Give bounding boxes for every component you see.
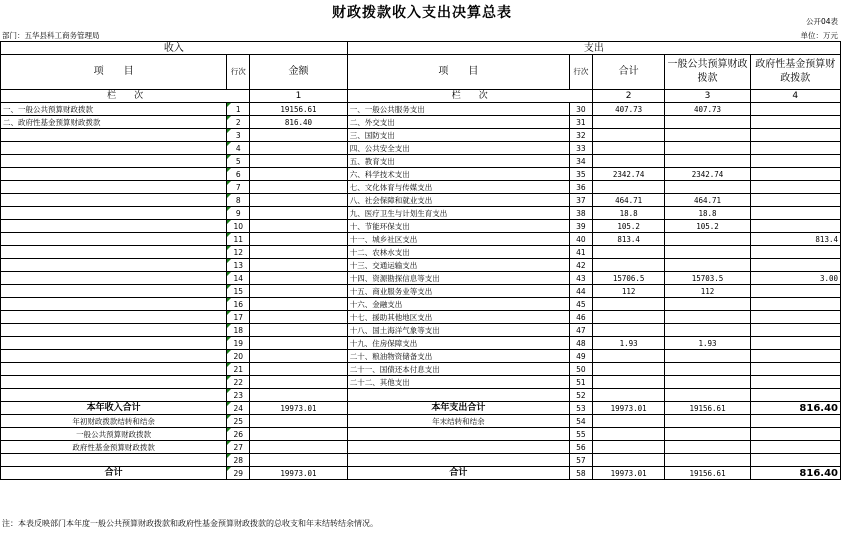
- expense-general-budget: 15703.5: [665, 272, 750, 285]
- expense-lanci-label: 栏 次: [347, 90, 592, 103]
- income-item: [1, 168, 227, 181]
- income-amount: [250, 142, 348, 155]
- expense-general-budget: 1.93: [665, 337, 750, 350]
- income-item: [1, 337, 227, 350]
- income-item: [1, 207, 227, 220]
- income-line-no: 7: [227, 181, 250, 194]
- income-line-no: 8: [227, 194, 250, 207]
- expense-total: [592, 259, 665, 272]
- expense-item: 七、文化体育与传媒支出: [347, 181, 569, 194]
- income-item: [1, 376, 227, 389]
- expense-general-budget: 407.73: [665, 103, 750, 116]
- income-item: [1, 233, 227, 246]
- expense-total: 813.4: [592, 233, 665, 246]
- general-budget-header: 一般公共预算财政拨款: [665, 55, 750, 90]
- income-item: [1, 155, 227, 168]
- summary-expense-item: 合计: [347, 467, 569, 480]
- summary-general-budget: [665, 441, 750, 454]
- expense-total: [592, 246, 665, 259]
- expense-fund-budget: [750, 181, 840, 194]
- expense-fund-budget: [750, 207, 840, 220]
- summary-income-amount: [250, 428, 348, 441]
- income-item: [1, 220, 227, 233]
- expense-line-no: 35: [569, 168, 592, 181]
- summary-income-line-no: 28: [227, 454, 250, 467]
- income-amount: [250, 311, 348, 324]
- expense-general-budget: [665, 376, 750, 389]
- expense-line-no: 44: [569, 285, 592, 298]
- income-amount: [250, 220, 348, 233]
- expense-general-budget: [665, 324, 750, 337]
- income-item: [1, 324, 227, 337]
- summary-expense-item: [347, 454, 569, 467]
- summary-general-budget: 19156.61: [665, 402, 750, 415]
- summary-income-line-no: 26: [227, 428, 250, 441]
- table-row: [1, 207, 841, 220]
- form-number: 公开04表: [805, 17, 838, 26]
- expense-general-budget: 464.71: [665, 194, 750, 207]
- expense-fund-budget: [750, 259, 840, 272]
- expense-item: 九、医疗卫生与计划生育支出: [347, 207, 569, 220]
- income-item: [1, 181, 227, 194]
- summary-expense-item: [347, 441, 569, 454]
- income-line-no: 1: [227, 103, 250, 116]
- income-item: [1, 272, 227, 285]
- expense-total: 112: [592, 285, 665, 298]
- expense-total: [592, 181, 665, 194]
- summary-expense-total: 19973.01: [592, 402, 665, 415]
- expense-line-no: 42: [569, 259, 592, 272]
- expense-fund-budget: [750, 168, 840, 181]
- income-lanci-label: 栏 次: [1, 90, 250, 103]
- expense-total: 15706.5: [592, 272, 665, 285]
- expense-item: 十三、交通运输支出: [347, 259, 569, 272]
- expense-fund-budget: [750, 116, 840, 129]
- summary-expense-item: 年末结转和结余: [347, 415, 569, 428]
- expense-fund-budget: [750, 142, 840, 155]
- expense-general-budget: 105.2: [665, 220, 750, 233]
- income-amount: [250, 246, 348, 259]
- income-line-no: 4: [227, 142, 250, 155]
- income-item: 一、一般公共预算财政拨款: [1, 103, 227, 116]
- expense-fund-budget: [750, 155, 840, 168]
- summary-income-item: 一般公共预算财政拨款: [1, 428, 227, 441]
- income-amount: [250, 155, 348, 168]
- expense-general-budget: [665, 142, 750, 155]
- expense-total: [592, 142, 665, 155]
- expense-item: 六、科学技术支出: [347, 168, 569, 181]
- expense-fund-budget: 813.4: [750, 233, 840, 246]
- expense-fund-budget: [750, 311, 840, 324]
- table-row: [1, 116, 841, 129]
- budget-table: [0, 41, 841, 480]
- summary-income-item: 本年收入合计: [1, 402, 227, 415]
- expense-total: [592, 363, 665, 376]
- table-row: [1, 155, 841, 168]
- summary-income-line-no: 29: [227, 467, 250, 480]
- income-amount: [250, 194, 348, 207]
- table-row: [1, 181, 841, 194]
- fund-budget-header: 政府性基金预算财政拨款: [750, 55, 840, 90]
- income-amount: [250, 129, 348, 142]
- income-amount: [250, 207, 348, 220]
- expense-total: 407.73: [592, 103, 665, 116]
- table-row: [1, 233, 841, 246]
- expense-item: 一、一般公共服务支出: [347, 103, 569, 116]
- income-item-header: 项 目: [1, 55, 227, 90]
- income-item: [1, 194, 227, 207]
- table-row: [1, 285, 841, 298]
- expense-general-budget: [665, 116, 750, 129]
- expense-line-no: 30: [569, 103, 592, 116]
- expense-line-no: 49: [569, 350, 592, 363]
- expense-fund-budget: [750, 285, 840, 298]
- column-number-1: 1: [250, 90, 348, 103]
- summary-fund-budget: [750, 454, 840, 467]
- income-amount: [250, 376, 348, 389]
- summary-general-budget: [665, 454, 750, 467]
- expense-general-budget: 2342.74: [665, 168, 750, 181]
- expense-item: 二十二、其他支出: [347, 376, 569, 389]
- expense-line-no: 32: [569, 129, 592, 142]
- summary-income-item: [1, 454, 227, 467]
- summary-income-amount: [250, 441, 348, 454]
- expense-general-budget: 112: [665, 285, 750, 298]
- expense-item: 十九、住房保障支出: [347, 337, 569, 350]
- expense-general-budget: [665, 246, 750, 259]
- department-label: 部门：五华县科工商务管理局: [2, 31, 100, 40]
- expense-item: 十五、商业服务业等支出: [347, 285, 569, 298]
- expense-line-no: 46: [569, 311, 592, 324]
- income-amount: 816.40: [250, 116, 348, 129]
- table-row: [1, 103, 841, 116]
- income-line-no: 16: [227, 298, 250, 311]
- expense-line-no: 45: [569, 298, 592, 311]
- expense-fund-budget: [750, 337, 840, 350]
- income-line-no: 13: [227, 259, 250, 272]
- income-amount: [250, 285, 348, 298]
- table-row: [1, 298, 841, 311]
- table-row: [1, 376, 841, 389]
- expense-total: [592, 389, 665, 402]
- income-line-no: 17: [227, 311, 250, 324]
- income-amount: [250, 389, 348, 402]
- summary-fund-budget: [750, 441, 840, 454]
- income-item: [1, 389, 227, 402]
- expense-line-no: 47: [569, 324, 592, 337]
- summary-fund-budget: 816.40: [750, 467, 840, 480]
- table-row: [1, 272, 841, 285]
- expense-item: 二十一、国债还本付息支出: [347, 363, 569, 376]
- income-item: [1, 350, 227, 363]
- summary-fund-budget: [750, 428, 840, 441]
- summary-income-item: 政府性基金预算财政拨款: [1, 441, 227, 454]
- expense-total: [592, 324, 665, 337]
- summary-income-line-no: 27: [227, 441, 250, 454]
- table-row: [1, 194, 841, 207]
- expense-general-budget: [665, 311, 750, 324]
- table-row: [1, 220, 841, 233]
- summary-row: [1, 402, 841, 415]
- expense-general-budget: [665, 389, 750, 402]
- income-line-no: 6: [227, 168, 250, 181]
- expense-general-budget: [665, 350, 750, 363]
- table-row: [1, 350, 841, 363]
- expense-fund-budget: [750, 298, 840, 311]
- income-line-no: 15: [227, 285, 250, 298]
- summary-income-amount: 19973.01: [250, 402, 348, 415]
- expense-line-no: 50: [569, 363, 592, 376]
- summary-expense-total: [592, 415, 665, 428]
- income-line-no: 19: [227, 337, 250, 350]
- summary-row: [1, 415, 841, 428]
- income-amount: [250, 181, 348, 194]
- summary-expense-line-no: 56: [569, 441, 592, 454]
- expense-item-header: 项 目: [347, 55, 569, 90]
- expense-general-budget: [665, 259, 750, 272]
- expense-line-no: 51: [569, 376, 592, 389]
- expense-general-budget: [665, 129, 750, 142]
- expense-item: 三、国防支出: [347, 129, 569, 142]
- expense-item: 十四、资源勘探信息等支出: [347, 272, 569, 285]
- summary-income-line-no: 25: [227, 415, 250, 428]
- table-row: [1, 129, 841, 142]
- expense-total: [592, 129, 665, 142]
- expense-general-budget: [665, 233, 750, 246]
- expense-line-no: 48: [569, 337, 592, 350]
- income-line-no: 12: [227, 246, 250, 259]
- table-row: [1, 142, 841, 155]
- expense-total: [592, 155, 665, 168]
- expense-fund-budget: [750, 194, 840, 207]
- expense-item: 八、社会保障和就业支出: [347, 194, 569, 207]
- expense-item: 二十、粮油物资储备支出: [347, 350, 569, 363]
- income-item: [1, 142, 227, 155]
- expense-item: 二、外交支出: [347, 116, 569, 129]
- expense-item: 四、公共安全支出: [347, 142, 569, 155]
- expense-total: 2342.74: [592, 168, 665, 181]
- expense-line-no: 34: [569, 155, 592, 168]
- summary-income-line-no: 24: [227, 402, 250, 415]
- summary-expense-line-no: 55: [569, 428, 592, 441]
- expense-item: 十、节能环保支出: [347, 220, 569, 233]
- income-amount: [250, 324, 348, 337]
- expense-line-no: 39: [569, 220, 592, 233]
- income-item: [1, 298, 227, 311]
- expense-line-no: 36: [569, 181, 592, 194]
- summary-expense-line-no: 57: [569, 454, 592, 467]
- expense-item: 十一、城乡社区支出: [347, 233, 569, 246]
- expense-item: 十八、国土海洋气象等支出: [347, 324, 569, 337]
- income-line-header: 行次: [227, 55, 250, 90]
- expense-fund-budget: [750, 220, 840, 233]
- summary-row: [1, 428, 841, 441]
- column-number-2: 2: [592, 90, 665, 103]
- expense-line-header: 行次: [569, 55, 592, 90]
- expense-line-no: 41: [569, 246, 592, 259]
- income-amount: [250, 272, 348, 285]
- table-row: [1, 311, 841, 324]
- income-amount: [250, 259, 348, 272]
- summary-general-budget: [665, 415, 750, 428]
- summary-income-amount: [250, 454, 348, 467]
- expense-line-no: 37: [569, 194, 592, 207]
- income-line-no: 20: [227, 350, 250, 363]
- income-section-header: 收入: [1, 42, 348, 55]
- summary-income-amount: 19973.01: [250, 467, 348, 480]
- income-item: [1, 246, 227, 259]
- expense-line-no: 43: [569, 272, 592, 285]
- income-line-no: 2: [227, 116, 250, 129]
- expense-line-no: 33: [569, 142, 592, 155]
- expense-item: [347, 389, 569, 402]
- summary-fund-budget: [750, 415, 840, 428]
- income-amount: 19156.61: [250, 103, 348, 116]
- summary-expense-total: [592, 428, 665, 441]
- income-line-no: 9: [227, 207, 250, 220]
- income-line-no: 5: [227, 155, 250, 168]
- income-line-no: 23: [227, 389, 250, 402]
- expense-total-header: 合计: [592, 55, 665, 90]
- expense-general-budget: 18.8: [665, 207, 750, 220]
- expense-fund-budget: 3.00: [750, 272, 840, 285]
- expense-line-no: 31: [569, 116, 592, 129]
- summary-income-item: 合计: [1, 467, 227, 480]
- expense-total: [592, 350, 665, 363]
- expense-total: 1.93: [592, 337, 665, 350]
- income-item: [1, 129, 227, 142]
- summary-row: [1, 467, 841, 480]
- income-line-no: 3: [227, 129, 250, 142]
- summary-expense-line-no: 53: [569, 402, 592, 415]
- summary-income-item: 年初财政拨款结转和结余: [1, 415, 227, 428]
- income-item: [1, 259, 227, 272]
- expense-general-budget: [665, 363, 750, 376]
- income-amount: [250, 168, 348, 181]
- expense-fund-budget: [750, 376, 840, 389]
- expense-fund-budget: [750, 103, 840, 116]
- summary-fund-budget: 816.40: [750, 402, 840, 415]
- income-line-no: 14: [227, 272, 250, 285]
- summary-row: [1, 454, 841, 467]
- expense-total: [592, 298, 665, 311]
- income-item: [1, 311, 227, 324]
- expense-line-no: 38: [569, 207, 592, 220]
- expense-fund-budget: [750, 324, 840, 337]
- table-row: [1, 259, 841, 272]
- expense-fund-budget: [750, 246, 840, 259]
- expense-line-no: 52: [569, 389, 592, 402]
- expense-item: 五、教育支出: [347, 155, 569, 168]
- income-amount: [250, 337, 348, 350]
- expense-total: [592, 311, 665, 324]
- summary-expense-line-no: 58: [569, 467, 592, 480]
- expense-section-header: 支出: [347, 42, 840, 55]
- expense-fund-budget: [750, 363, 840, 376]
- summary-row: [1, 441, 841, 454]
- expense-total: 464.71: [592, 194, 665, 207]
- expense-item: 十七、援助其他地区支出: [347, 311, 569, 324]
- expense-total: 105.2: [592, 220, 665, 233]
- expense-total: [592, 376, 665, 389]
- summary-general-budget: [665, 428, 750, 441]
- income-amount: [250, 298, 348, 311]
- expense-fund-budget: [750, 389, 840, 402]
- column-number-3: 3: [665, 90, 750, 103]
- income-line-no: 10: [227, 220, 250, 233]
- table-row: [1, 363, 841, 376]
- expense-item: 十二、农林水支出: [347, 246, 569, 259]
- table-row: [1, 324, 841, 337]
- unit-label: 单位：万元: [800, 31, 838, 40]
- expense-fund-budget: [750, 129, 840, 142]
- footnote: 注：本表反映部门本年度一般公共预算财政拨款和政府性基金预算财政拨款的总收支和年末结转结余情况。: [2, 519, 378, 528]
- table-row: [1, 389, 841, 402]
- expense-general-budget: [665, 155, 750, 168]
- summary-general-budget: 19156.61: [665, 467, 750, 480]
- income-amount: [250, 363, 348, 376]
- expense-line-no: 40: [569, 233, 592, 246]
- table-row: [1, 168, 841, 181]
- summary-expense-total: [592, 454, 665, 467]
- income-line-no: 22: [227, 376, 250, 389]
- income-item: [1, 285, 227, 298]
- income-line-no: 18: [227, 324, 250, 337]
- summary-expense-item: [347, 428, 569, 441]
- summary-income-amount: [250, 415, 348, 428]
- income-amount: [250, 350, 348, 363]
- expense-total: 18.8: [592, 207, 665, 220]
- summary-expense-item: 本年支出合计: [347, 402, 569, 415]
- summary-expense-line-no: 54: [569, 415, 592, 428]
- expense-item: 十六、金融支出: [347, 298, 569, 311]
- income-line-no: 21: [227, 363, 250, 376]
- income-item: 二、政府性基金预算财政拨款: [1, 116, 227, 129]
- income-item: [1, 363, 227, 376]
- income-amount-header: 金额: [250, 55, 348, 90]
- table-row: [1, 337, 841, 350]
- income-line-no: 11: [227, 233, 250, 246]
- expense-general-budget: [665, 298, 750, 311]
- column-number-4: 4: [750, 90, 840, 103]
- report-title: 财政拨款收入支出决算总表: [332, 5, 512, 21]
- summary-expense-total: 19973.01: [592, 467, 665, 480]
- table-row: [1, 246, 841, 259]
- expense-general-budget: [665, 181, 750, 194]
- expense-fund-budget: [750, 350, 840, 363]
- summary-expense-total: [592, 441, 665, 454]
- expense-total: [592, 116, 665, 129]
- income-amount: [250, 233, 348, 246]
